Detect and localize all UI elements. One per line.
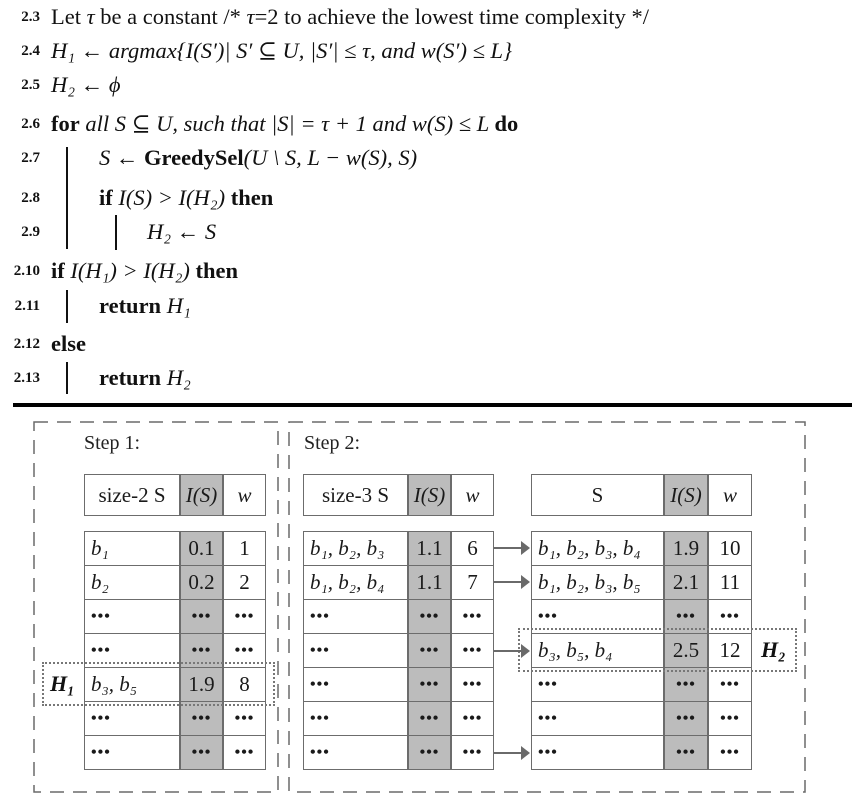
size3-cell-set	[303, 599, 408, 634]
ellipsis: •••	[310, 607, 330, 625]
size3-header-set: size-3 S	[303, 474, 408, 516]
cell-value: b₁	[91, 536, 109, 560]
ellipsis: •••	[720, 607, 740, 625]
step1-header-score: I(S)	[180, 474, 223, 516]
arrow-row-4	[494, 650, 528, 652]
cell-value: 1.9	[188, 672, 215, 696]
ellipsis: •••	[462, 743, 483, 761]
keyword-return: return	[99, 293, 162, 318]
ellipsis: •••	[310, 641, 330, 659]
size3-header-score: I(S)	[408, 474, 451, 516]
ellipsis: •••	[419, 675, 440, 693]
ellipsis: •••	[91, 743, 111, 761]
ellipsis: •••	[462, 641, 483, 659]
size3-cell-weight	[451, 735, 494, 770]
cell-value: b₃, b₅	[91, 672, 138, 696]
ellipsis: •••	[676, 607, 696, 625]
ellipsis: •••	[91, 607, 111, 625]
ellipsis: •••	[720, 709, 740, 727]
arrow-row-7	[494, 752, 528, 754]
line-number: 2.6	[21, 115, 40, 132]
ellipsis: •••	[462, 709, 483, 727]
result-cell-score	[664, 531, 708, 566]
cell-value: 7	[467, 570, 478, 594]
ellipsis: •••	[234, 641, 255, 659]
cell-value: 1.9	[672, 536, 700, 560]
loop-condition: all S ⊆ U, such that |S| = τ + 1 and w(S) ≤ L	[79, 111, 495, 136]
text: be a constant /*	[94, 4, 247, 29]
cell-value: 0.2	[188, 570, 215, 594]
ellipsis: •••	[419, 607, 440, 625]
ellipsis: •••	[234, 607, 255, 625]
line-number: 2.5	[21, 76, 40, 93]
result-cell-set	[531, 531, 664, 566]
step1-cell-weight	[223, 531, 266, 566]
keyword-if: if	[99, 185, 113, 210]
size3-cell-weight	[451, 701, 494, 736]
cell-value: 6	[467, 536, 478, 560]
size3-cell-set	[303, 565, 408, 600]
tau-symbol: τ	[86, 4, 95, 29]
result-cell-score	[664, 701, 708, 736]
keyword-then: then	[230, 185, 274, 210]
tau-symbol: τ	[246, 4, 255, 29]
ellipsis: •••	[234, 743, 255, 761]
size3-cell-set	[303, 531, 408, 566]
ellipsis: •••	[419, 709, 440, 727]
result-cell-set	[531, 565, 664, 600]
size3-cell-weight	[451, 667, 494, 702]
result-cell-weight	[708, 531, 752, 566]
line-code: H₂ ← S	[147, 219, 217, 244]
step1-cell-set	[84, 701, 180, 736]
result-header-score: I(S)	[664, 474, 708, 516]
line-number: 2.7	[21, 149, 40, 166]
result-cell-weight	[708, 565, 752, 600]
ellipsis: •••	[234, 709, 255, 727]
result-cell-weight	[708, 701, 752, 736]
ellipsis: •••	[720, 675, 740, 693]
step1-cell-set	[84, 565, 180, 600]
size3-cell-set	[303, 633, 408, 668]
cell-value: b₁, b₂, b₃	[310, 536, 385, 560]
return-value: H₁	[161, 293, 191, 318]
line-number: 2.13	[13, 369, 40, 386]
step1-cell-score	[180, 599, 223, 634]
cell-value: 11	[719, 570, 741, 594]
result-cell-set	[531, 701, 664, 736]
ellipsis: •••	[720, 743, 740, 761]
ellipsis: •••	[310, 743, 330, 761]
size3-cell-score	[408, 599, 451, 634]
ellipsis: •••	[191, 709, 212, 727]
h2-label: H₂	[761, 637, 786, 662]
step1-cell-weight	[223, 565, 266, 600]
cell-value: 2.1	[672, 570, 700, 594]
keyword-if: if	[51, 258, 65, 283]
step1-cell-set	[84, 599, 180, 634]
ellipsis: •••	[538, 709, 558, 727]
line-number: 2.3	[21, 8, 40, 25]
result-header-set: S	[531, 474, 664, 516]
condition: I(H₁) > I(H₂)	[64, 258, 196, 283]
ellipsis: •••	[676, 743, 696, 761]
result-cell-score	[664, 667, 708, 702]
result-cell-set	[531, 667, 664, 702]
size3-cell-score	[408, 667, 451, 702]
ellipsis: •••	[462, 607, 483, 625]
step1-label: Step 1:	[84, 432, 141, 454]
step1-cell-set	[84, 531, 180, 566]
ellipsis: •••	[676, 675, 696, 693]
keyword-return: return	[99, 365, 162, 390]
size3-cell-weight	[451, 633, 494, 668]
result-cell-score	[664, 735, 708, 770]
ellipsis: •••	[419, 641, 440, 659]
cell-value: 2.5	[672, 638, 700, 662]
ellipsis: •••	[310, 709, 330, 727]
cell-value: b₃, b₅, b₄	[538, 638, 613, 662]
condition: I(S) > I(H₂)	[112, 185, 231, 210]
size3-cell-weight	[451, 565, 494, 600]
size3-cell-set	[303, 735, 408, 770]
size3-cell-score	[408, 565, 451, 600]
return-value: H₂	[161, 365, 191, 390]
cell-value: 8	[239, 672, 250, 696]
cell-value: b₂	[91, 570, 109, 594]
step1-cell-score	[180, 701, 223, 736]
size3-cell-set	[303, 667, 408, 702]
line-code: H₁ ← argmax{I(S′)| S′ ⊆ U, |S′| ≤ τ, and w(S′) ≤ L}	[51, 38, 513, 63]
size3-cell-score	[408, 735, 451, 770]
result-cell-weight	[708, 735, 752, 770]
cell-value: 1	[239, 536, 250, 560]
ellipsis: •••	[191, 607, 212, 625]
function-name: GreedySel	[144, 145, 244, 170]
step1-cell-score	[180, 531, 223, 566]
function-args: (U \ S, L − w(S), S)	[243, 145, 418, 170]
keyword-for: for	[51, 111, 80, 136]
cell-value: b₁, b₂, b₃, b₄	[538, 536, 641, 560]
step1-cell-score	[180, 565, 223, 600]
ellipsis: •••	[310, 675, 330, 693]
cell-value: b₁, b₂, b₃, b₅	[538, 570, 641, 594]
keyword-then: then	[195, 258, 239, 283]
result-header-weight: w	[708, 474, 752, 516]
cell-value: 2	[239, 570, 250, 594]
line-number: 2.11	[14, 297, 40, 314]
cell-value: 1.1	[416, 570, 443, 594]
size3-cell-score	[408, 633, 451, 668]
result-cell-weight	[708, 667, 752, 702]
size3-header-weight: w	[451, 474, 494, 516]
cell-value: 1.1	[416, 536, 443, 560]
h1-highlight-box	[42, 662, 275, 706]
step1-cell-score	[180, 735, 223, 770]
line-number: 2.12	[13, 335, 40, 352]
ellipsis: •••	[191, 641, 212, 659]
ellipsis: •••	[538, 675, 558, 693]
ellipsis: •••	[538, 743, 558, 761]
cell-value: b₁, b₂, b₄	[310, 570, 385, 594]
step2-label: Step 2:	[304, 432, 361, 454]
h1-label: H₁	[50, 671, 75, 696]
comment-text: =2 to achieve the lowest time complexity */	[254, 4, 650, 29]
ellipsis: •••	[191, 743, 212, 761]
line-number: 2.8	[21, 189, 40, 206]
ellipsis: •••	[538, 607, 558, 625]
size3-cell-score	[408, 701, 451, 736]
cell-value: 0.1	[188, 536, 215, 560]
size3-cell-weight	[451, 531, 494, 566]
line-code: H₂ ← ϕ	[51, 72, 121, 97]
keyword-do: do	[494, 111, 519, 136]
step1-cell-weight	[223, 735, 266, 770]
line-number: 2.4	[21, 42, 40, 59]
step1-header-set: size-2 S	[84, 474, 180, 516]
text: Let	[51, 4, 87, 29]
result-cell-score	[664, 565, 708, 600]
arrow-row-1	[494, 547, 528, 549]
cell-value: 10	[719, 536, 741, 560]
size3-cell-weight	[451, 599, 494, 634]
result-cell-set	[531, 735, 664, 770]
ellipsis: •••	[419, 743, 440, 761]
keyword-else: else	[51, 331, 86, 356]
step1-cell-weight	[223, 701, 266, 736]
size3-cell-score	[408, 531, 451, 566]
step1-cell-set	[84, 735, 180, 770]
cell-value: 12	[719, 638, 741, 662]
step1-cell-weight	[223, 599, 266, 634]
h2-highlight-box	[518, 628, 797, 672]
step1-header-weight: w	[223, 474, 266, 516]
line-number: 2.10	[13, 262, 40, 279]
ellipsis: •••	[676, 709, 696, 727]
ellipsis: •••	[91, 641, 111, 659]
text: S ←	[99, 145, 144, 170]
ellipsis: •••	[91, 709, 111, 727]
line-number: 2.9	[21, 223, 40, 240]
ellipsis: •••	[462, 675, 483, 693]
arrow-row-2	[494, 581, 528, 583]
size3-cell-set	[303, 701, 408, 736]
